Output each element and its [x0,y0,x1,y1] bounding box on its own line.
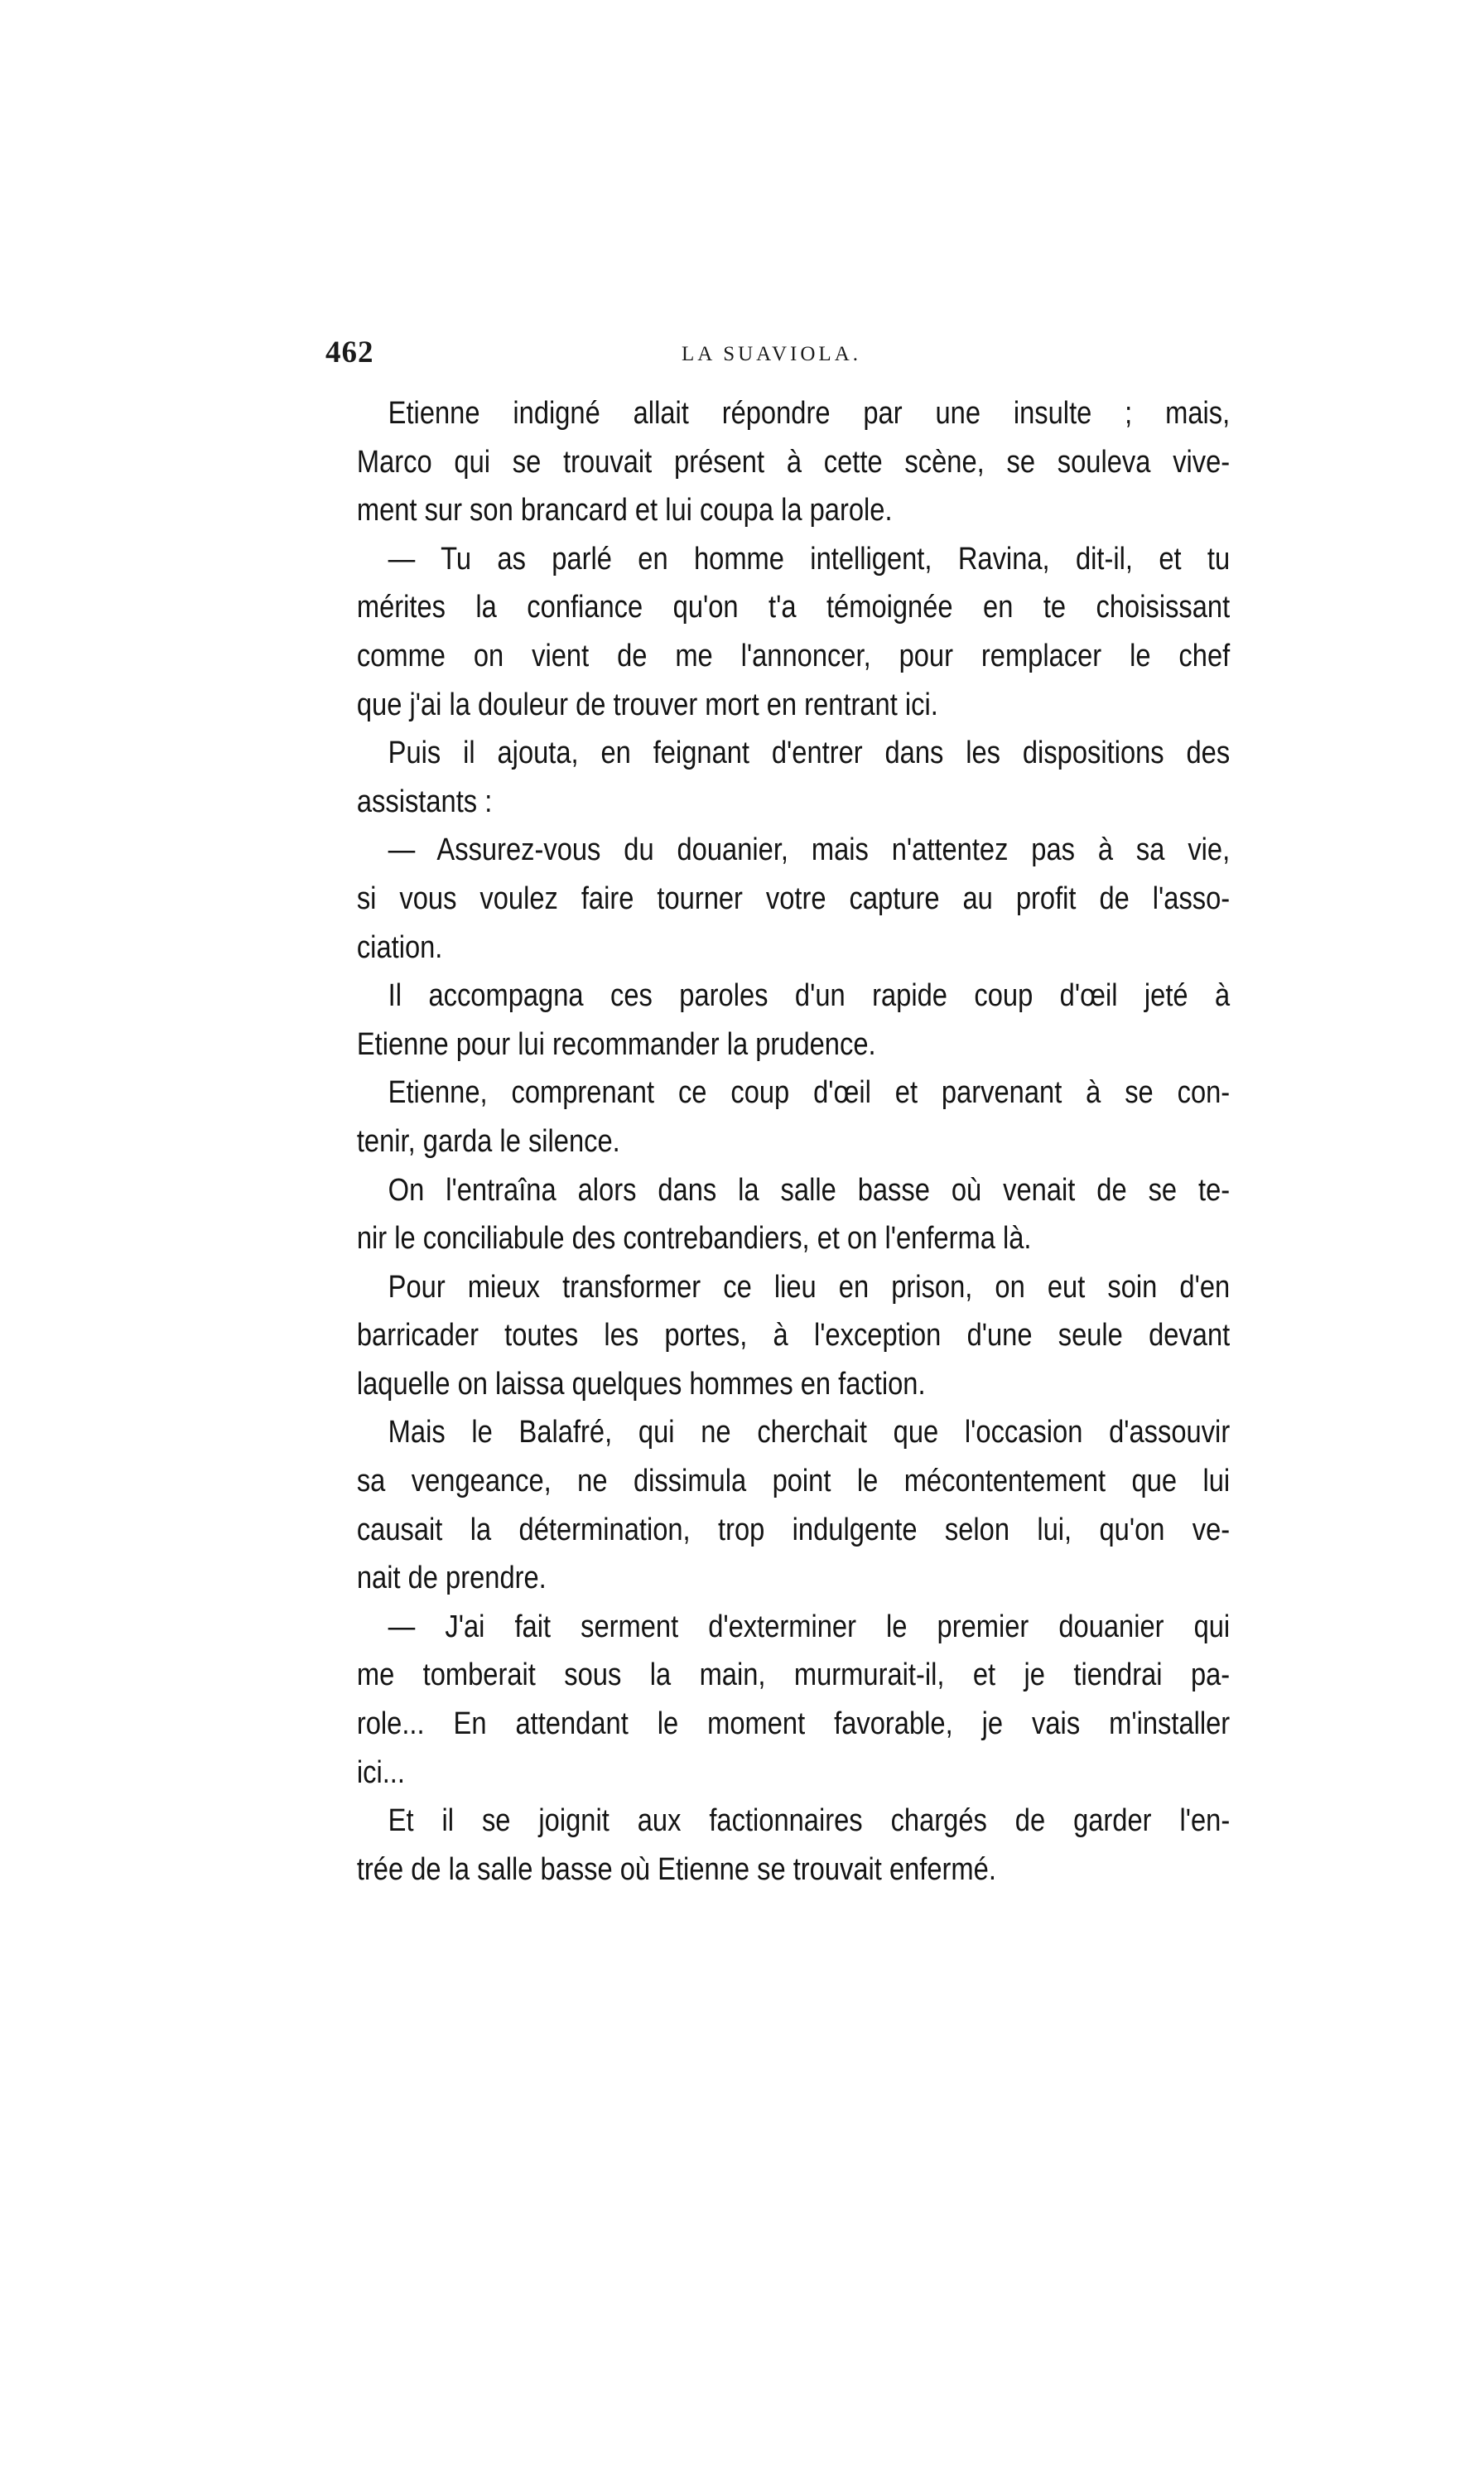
paragraph [325,1166,1230,1263]
text-line: nait de prendre. [356,1561,547,1596]
paragraph [325,1069,1230,1165]
paragraph [325,1603,1230,1797]
text-line: On l'entraîna alors dans la salle basse où venait de se te- [388,1172,1231,1208]
text-line: Etienne indigné allait répondre par une insulte ; mais, [388,396,1231,431]
paragraph [325,972,1230,1069]
text-line: ciation. [356,929,443,965]
text-line: role... En attendant le moment favorable, je vais m'installer [356,1706,1231,1742]
page-number: 462 [325,335,374,369]
text-line: Pour mieux transformer ce lieu en prison, on eut soin d'en [388,1269,1231,1305]
page-header [325,335,1230,376]
text-line: me tomberait sous la main, murmurait-il, et je tiendrai pa- [356,1658,1231,1693]
text-line: Il accompagna ces paroles d'un rapide coup d'œil jeté à [388,978,1231,1014]
text-line: si vous voulez faire tourner votre capture au profit de l'asso- [356,881,1231,916]
text-line: ment sur son brancard et lui coupa la parole. [356,493,893,528]
paragraph [325,389,1230,535]
paragraph [325,826,1230,972]
text-line: — Tu as parlé en homme intelligent, Ravina, dit-il, et tu [388,541,1231,577]
text-line: nir le conciliabule des contrebandiers, et on l'enferma là. [356,1221,1032,1257]
body-text [325,389,1230,1894]
text-line: Mais le Balafré, qui ne cherchait que l'occasion d'assouvir [388,1415,1231,1450]
text-line: mérites la confiance qu'on t'a témoignée en te choisissant [356,590,1231,625]
text-line: — Assurez-vous du douanier, mais n'attentez pas à sa vie, [388,832,1231,868]
text-line: trée de la salle basse où Etienne se trouvait enfermé. [356,1851,996,1887]
text-line: Et il se joignit aux factionnaires chargés de garder l'en- [388,1803,1231,1839]
paragraph [325,1797,1230,1894]
text-line: assistants : [356,784,493,819]
text-line: tenir, garda le silence. [356,1123,620,1159]
paragraph [325,535,1230,729]
text-line: que j'ai la douleur de trouver mort en rentrant ici. [356,687,938,722]
paragraph [325,1263,1230,1409]
text-line: — J'ai fait serment d'exterminer le premier douanier qui [388,1609,1231,1644]
text-line: ici... [356,1754,405,1790]
text-line: laquelle on laissa quelques hommes en faction. [356,1366,926,1402]
text-line: Etienne, comprenant ce coup d'œil et parvenant à se con- [388,1075,1231,1111]
text-line: Etienne pour lui recommander la prudence. [356,1026,876,1062]
text-line: sa vengeance, ne dissimula point le mécontentement que lui [356,1464,1231,1499]
text-line: Marco qui se trouvait présent à cette scène, se souleva vive- [356,444,1231,480]
paragraph [325,1408,1230,1602]
text-line: causait la détermination, trop indulgente selon lui, qu'on ve- [356,1512,1231,1547]
text-line: Puis il ajouta, en feignant d'entrer dans les dispositions des [388,736,1231,771]
text-line: barricader toutes les portes, à l'exception d'une seule devant [356,1318,1231,1354]
paragraph [325,729,1230,826]
text-line: comme on vient de me l'annoncer, pour remplacer le chef [356,638,1231,673]
running-title: LA SUAVIOLA. [682,343,861,365]
